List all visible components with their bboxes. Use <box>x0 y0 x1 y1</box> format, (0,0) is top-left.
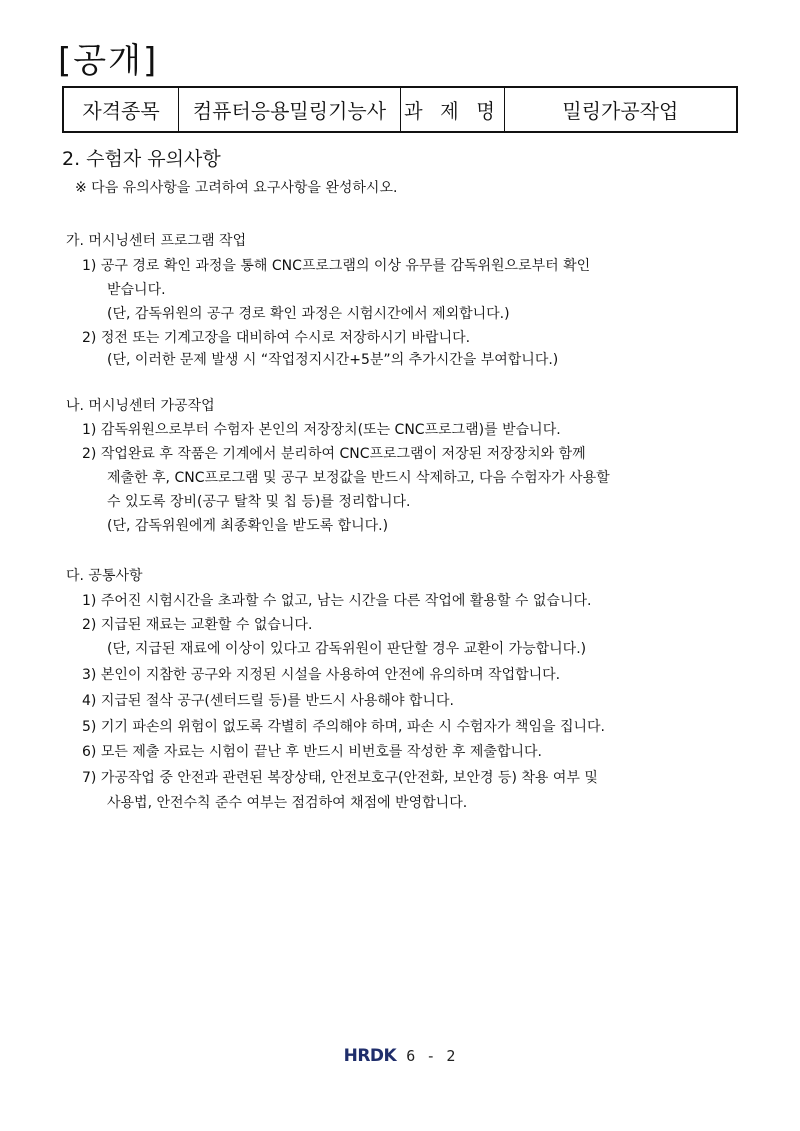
list-item-continuation: 제출한 후, CNC프로그램 및 공구 보정값을 반드시 삭제하고, 다음 수험자가 사용할 <box>107 470 610 486</box>
list-item: 1) 공구 경로 확인 과정을 통해 CNC프로그램의 이상 유무를 감독위원으로부터 확인 <box>82 258 591 274</box>
list-item: 3) 본인이 지참한 공구와 지정된 시설을 사용하여 안전에 유의하며 작업합니다. <box>82 667 561 683</box>
list-item-continuation: 수 있도록 장비(공구 탈착 및 칩 등)를 정리합니다. <box>107 494 411 510</box>
list-item-note: (단, 감독위원의 공구 경로 확인 과정은 시험시간에서 제외합니다.) <box>107 306 510 322</box>
list-item: 4) 지급된 절삭 공구(센터드릴 등)를 반드시 사용해야 합니다. <box>82 693 454 709</box>
subsection-heading-ga: 가. 머시닝센터 프로그램 작업 <box>66 233 247 249</box>
page-footer <box>0 1046 800 1066</box>
list-item-note: (단, 이러한 문제 발생 시 “작업정지시간+5분”의 추가시간을 부여합니다.) <box>107 352 559 368</box>
subject-label: 자격종목 <box>63 87 179 132</box>
exam-info-table <box>62 86 738 133</box>
list-item-continuation: 사용법, 안전수칙 준수 여부는 점검하여 채점에 반영합니다. <box>107 795 468 811</box>
subject-value: 컴퓨터응용밀링기능사 <box>179 87 401 132</box>
list-item: 2) 정전 또는 기계고장을 대비하여 수시로 저장하시기 바랍니다. <box>82 330 471 346</box>
subsection-heading-da: 다. 공통사항 <box>66 568 143 584</box>
list-item: 7) 가공작업 중 안전과 관련된 복장상태, 안전보호구(안전화, 보안경 등) 착용 여부 및 <box>82 770 598 786</box>
list-item: 6) 모든 제출 자료는 시험이 끝난 후 반드시 비번호를 작성한 후 제출합니다. <box>82 744 542 760</box>
list-item-note: (단, 감독위원에게 최종확인을 받도록 합니다.) <box>107 518 389 534</box>
section-title: 2. 수험자 유의사항 <box>62 148 221 170</box>
public-badge: [공개] <box>58 41 159 81</box>
instruction-note: ※ 다음 유의사항을 고려하여 요구사항을 완성하시오. <box>75 180 398 196</box>
page-number: 6 - 2 <box>406 1047 457 1065</box>
list-item-continuation: 받습니다. <box>107 282 166 298</box>
list-item: 1) 감독위원으로부터 수험자 본인의 저장장치(또는 CNC프로그램)를 받습니다. <box>82 422 561 438</box>
list-item: 2) 작업완료 후 작품은 기계에서 분리하여 CNC프로그램이 저장된 저장장치와 함께 <box>82 446 586 462</box>
list-item: 2) 지급된 재료는 교환할 수 없습니다. <box>82 617 313 633</box>
list-item: 5) 기기 파손의 위험이 없도록 각별히 주의해야 하며, 파손 시 수험자가 책임을 집니다. <box>82 719 605 735</box>
list-item-note: (단, 지급된 재료에 이상이 있다고 감독위원이 판단할 경우 교환이 가능합니다.) <box>107 641 587 657</box>
subsection-heading-na: 나. 머시닝센터 가공작업 <box>66 398 215 414</box>
hrdk-logo: HRDK <box>343 1046 397 1066</box>
list-item: 1) 주어진 시험시간을 초과할 수 없고, 남는 시간을 다른 작업에 활용할 수 없습니다. <box>82 593 592 609</box>
task-label: 과 제 명 <box>400 87 504 132</box>
task-value: 밀링가공작업 <box>504 87 737 132</box>
